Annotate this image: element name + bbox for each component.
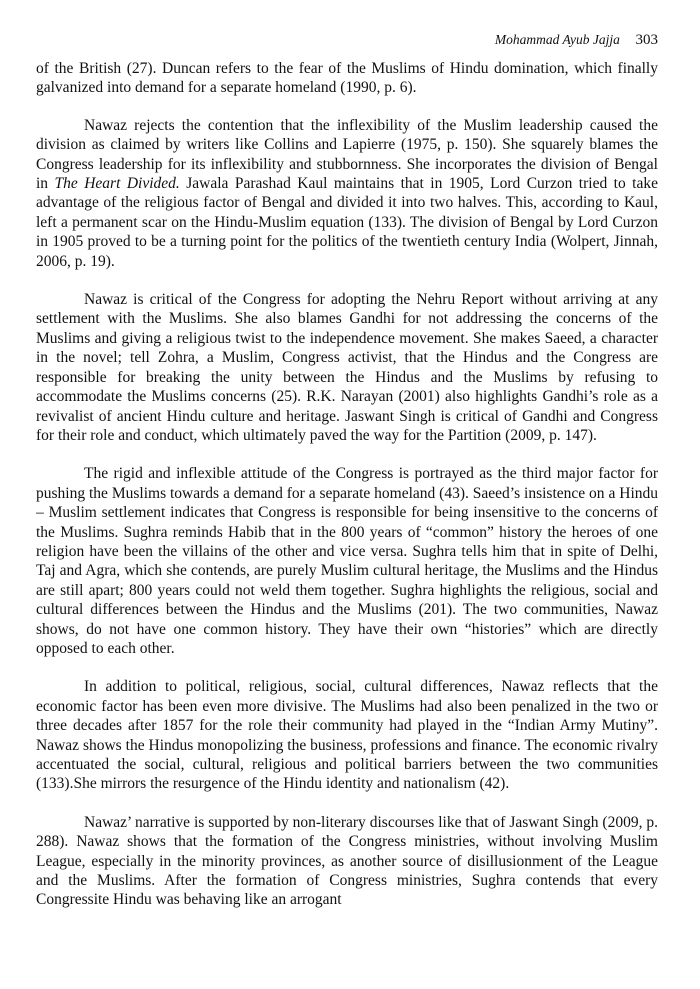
page-number: 303 [635,32,658,48]
paragraph-4: The rigid and inflexible attitude of the Congress is portrayed as the third major factor for pushing the Muslims towards a demand for a separate homeland (43). Saeed’s insistence on a Hindu – Muslim settlement indicates that Congress is responsible for being insensitive to the concerns of the Muslims. Sughra reminds Habib that in the 800 years of “common” history the heroes of one religion have been the villains of the other and vice versa. Sughra tells him that in spite of Delhi, Taj and Agra, which she contends, are purely Muslim cultural heritage, the Muslims and the Hindus are still apart; 800 years could not weld them together. Sughra highlights the religious, social and cultural differences between the Hindus and the Muslims (201). The two communities, Nawaz shows, do not have one common history. They have their own “histories” which are directly opposed to each other. [36,465,658,657]
paragraph-5: In addition to political, religious, social, cultural differences, Nawaz reflects that the economic factor has been even more divisive. The Muslims had also been penalized in the two or three decades after 1857 for the role their community had played in the “Indian Army Mutiny”. Nawaz shows the Hindus monopolizing the business, professions and finance. The economic rivalry accentuated the social, cultural, religious and political barriers between the two communities (133).She mirrors the resurgence of the Hindu identity and nationalism (42). [36,678,658,793]
paragraph-2 [36,116,658,271]
paragraph-6: Nawaz’ narrative is supported by non-literary discourses like that of Jaswant Singh (2009, p. 288). Nawaz shows that the formation of the Congress ministries, without involving Muslim League, especially in the minority provinces, as another source of disillusionment of the League and the Muslims. After the formation of Congress ministries, Sughra contends that every Congressite Hindu was behaving like an arrogant [36,813,658,909]
paragraph-2-part-2: Jawala Parashad Kaul maintains that in 1905, Lord Curzon tried to take advantage of the religious factor of Bengal and divided it into two halves. This, according to Kaul, left a permanent scar on the Hindu-Muslim equation (133). The division of Bengal by Lord Curzon in 1905 proved to be a turning point for the politics of the twentieth century India (Wolpert, Jinnah, 2006, p. 19). [36,175,658,270]
paragraph-3: Nawaz is critical of the Congress for adopting the Nehru Report without arriving at any settlement with the Muslims. She also blames Gandhi for not addressing the concerns of the Muslims and giving a religious twist to the independence movement. She makes Saeed, a character in the novel; tell Zohra, a Muslim, Congress activist, that the Hindus and the Congress are responsible for breaking the unity between the Hindus and the Muslims by refusing to accommodate the Muslims concerns (25). R.K. Narayan (2001) also highlights Gandhi’s role as a revivalist of ancient Hindu culture and heritage. Jaswant Singh is critical of Gandhi and Congress for their role and conduct, which ultimately paved the way for the Partition (2009, p. 147). [36,291,658,444]
paragraph-2-part-1: Nawaz rejects the contention that the inflexibility of the Muslim leadership caused the division as claimed by writers like Collins and Lapierre (1975, p. 150). She squarely blames the Congress leadership for its inflexibility and stubbornness. She incorporates the division of Bengal in [36,116,658,193]
running-header [38,30,658,52]
article-body [36,59,658,989]
paragraph-1: of the British (27). Duncan refers to the fear of the Muslims of Hindu domination, which finally galvanized into demand for a separate homeland (1990, p. 6). [36,60,658,97]
book-title-heart-divided: The Heart Divided. [54,175,180,193]
header-author: Mohammad Ayub Jajja [494,32,620,47]
